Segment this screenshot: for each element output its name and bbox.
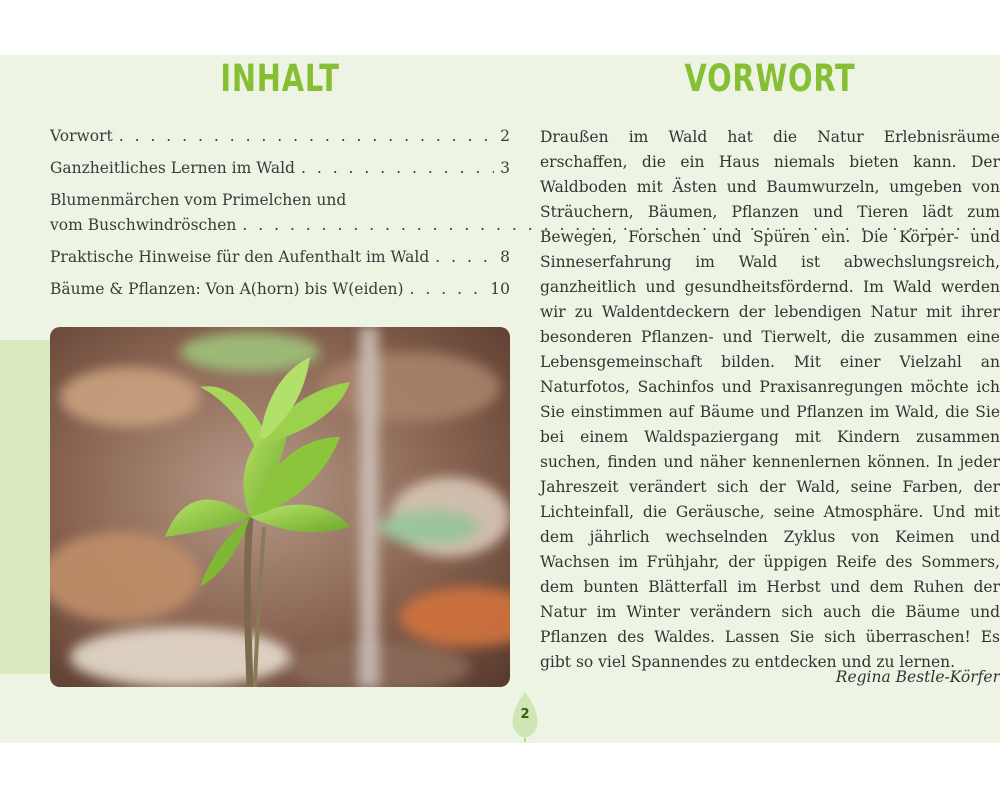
toc-entry-title: Vorwort (50, 127, 113, 145)
foreword-body: Draußen im Wald hat die Natur Erlebnisräume erschaffen, die ein Haus niemals bieten kann. Der Waldboden mit Ästen und Baumwurzeln, umgeben von Sträuchern, Bäumen, Pflanzen und Tieren lädt zum Bewegen, Forschen und Spüren ein. Die Körper- und Sinneserfahrung im Wald ist abwechslungsreich, ganzheitlich und gesundheitsfördernd. Im Wald werden wir zu Waldentdeckern der lebendigen Natur mit ihrer besonderen Pflanzen- und Tierwelt, die zusammen eine Lebensgemeinschaft bilden. Mit einer Vielzahl an Naturfotos, Sachinfos und Praxisanregungen möchte ich Sie einstimmen auf Bäume und Pflanzen im Wald, die Sie bei einem Waldspaziergang mit Kindern zusammen suchen, finden und näher kennenlernen können. In jeder Jahreszeit verändert sich der Wald, seine Farben, der Lichteinfall, die Geräusche, seine Atmosphäre. Und mit dem jährlich wechselnden Zyklus von Keimen und Wachsen im Frühjahr, der üppigen Reife des Sommers, dem bunten Blätterfall im Herbst und dem Ruhen der Natur im Winter verändern sich auch die Bäume und Pflanzen des Waldes. Lassen Sie sich überraschen! Es gibt so viel Spannendes zu entdecken und zu lernen. (540, 128, 1000, 671)
foreword-heading: VORWORT (684, 57, 856, 100)
toc-entry-title: Ganzheitliches Lernen im Wald (50, 159, 295, 177)
table-of-contents (50, 124, 510, 309)
toc-entry-page: 10 (490, 280, 510, 298)
author-signature: Regina Bestle-Körfer (835, 668, 1000, 686)
toc-entry-page: 2 (500, 127, 510, 145)
side-color-band (0, 340, 50, 674)
toc-entry[interactable] (50, 245, 510, 270)
toc-entry[interactable] (50, 124, 510, 149)
toc-leader-dots (435, 245, 494, 270)
seedling-photo (50, 327, 510, 687)
toc-entry[interactable] (50, 156, 510, 181)
toc-entry[interactable] (50, 277, 510, 302)
toc-entry[interactable] (50, 188, 510, 238)
page-number: 2 (520, 707, 530, 722)
toc-entry-page: 3 (500, 159, 510, 177)
toc-entry-title: Bäume & Pflanzen: Von A(horn) bis W(eiden) (50, 280, 404, 298)
toc-entry-title-line2: vom Buschwindröschen (50, 216, 237, 234)
toc-leader-dots (301, 156, 494, 181)
toc-leader-dots (410, 277, 485, 302)
toc-entry-title: Praktische Hinweise für den Aufenthalt im Wald (50, 248, 430, 266)
book-page (0, 55, 1000, 743)
toc-leader-dots (119, 124, 494, 149)
contents-heading: INHALT (220, 57, 340, 100)
toc-entry-title-line1: Blumenmärchen vom Primelchen und (50, 191, 347, 209)
toc-entry-page: 8 (500, 248, 510, 266)
